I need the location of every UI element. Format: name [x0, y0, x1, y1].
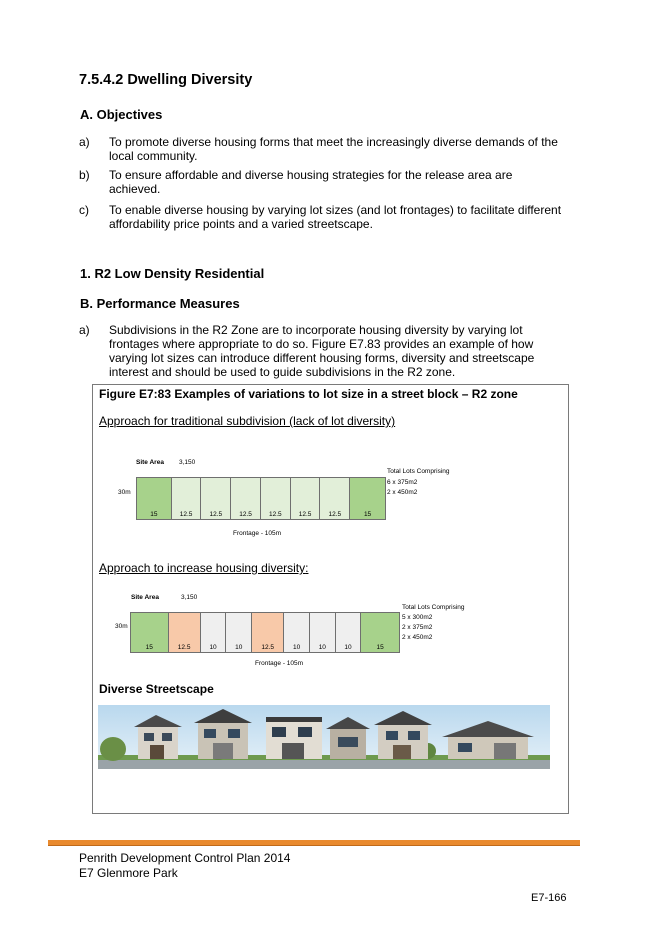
site-area-label: Site Area	[136, 459, 164, 466]
traditional-diagram	[93, 455, 570, 545]
item-label: a)	[79, 135, 90, 149]
lot-frontage-label: 15	[376, 644, 384, 651]
lot-row	[136, 477, 386, 520]
lot-cell	[136, 477, 172, 520]
site-area-value: 3,150	[179, 459, 196, 466]
lot-frontage-label: 12.5	[179, 511, 193, 518]
zone-heading: 1. R2 Low Density Residential	[80, 266, 265, 281]
item-label: b)	[79, 168, 90, 182]
lot-row	[130, 612, 400, 653]
lot-frontage-label: 12.5	[298, 511, 312, 518]
site-area-label: Site Area	[131, 594, 159, 601]
lot-frontage-label: 10	[344, 644, 352, 651]
lot-cell	[361, 612, 400, 653]
item-label: c)	[79, 203, 89, 217]
total-lots-line: 2 x 450m2	[387, 489, 418, 496]
figure-box	[92, 384, 569, 814]
lot-cell	[172, 477, 202, 520]
footer-area-name: E7 Glenmore Park	[79, 866, 178, 880]
lot-frontage-label: 10	[318, 644, 326, 651]
lot-frontage-label: 15	[145, 644, 153, 651]
objective-item-c: c) To enable diverse housing by varying lot sizes (and lot frontages) to facilitate different affordability price points and a varied streetscape.	[79, 203, 562, 231]
lot-cell	[201, 612, 227, 653]
lot-frontage-label: 10	[235, 644, 243, 651]
total-lots-line: 6 x 375m2	[387, 479, 418, 486]
depth-label: 30m	[118, 489, 131, 496]
total-lots-line: 5 x 300m2	[402, 614, 433, 621]
lot-frontage-label: 15	[150, 511, 158, 518]
objectives-heading: A. Objectives	[80, 107, 163, 122]
depth-label: 30m	[115, 623, 128, 630]
lot-frontage-label: 10	[292, 644, 301, 651]
lot-cell	[231, 477, 261, 520]
lot-frontage-label: 12.5	[269, 511, 282, 518]
figure-title: Figure E7:83 Examples of variations to lot size in a street block – R2 zone	[99, 387, 518, 401]
lot-frontage-label: 12.5	[177, 644, 191, 651]
lot-cell	[226, 612, 252, 653]
streetscape-illustration	[98, 705, 550, 769]
lot-frontage-label: 15	[363, 511, 372, 518]
objective-item-b: b) To ensure affordable and diverse housing strategies for the release area are achieved.	[79, 168, 513, 196]
lot-cell	[201, 477, 231, 520]
streetscape-title: Diverse Streetscape	[99, 682, 214, 696]
lot-cell	[130, 612, 169, 653]
lot-frontage-label: 12.5	[239, 511, 252, 518]
performance-heading: B. Performance Measures	[80, 296, 240, 311]
total-lots-title: Total Lots Comprising	[402, 604, 465, 611]
item-label: a)	[79, 323, 90, 337]
lot-cell	[252, 612, 284, 653]
frontage-label: Frontage - 105m	[255, 660, 304, 667]
objective-item-a: a) To promote diverse housing forms that meet the increasingly diverse demands of the local community.	[79, 135, 558, 163]
lot-cell	[291, 477, 321, 520]
lot-cell	[284, 612, 310, 653]
lot-frontage-label: 10	[209, 644, 217, 651]
footer-plan-name: Penrith Development Control Plan 2014	[79, 851, 291, 865]
lot-frontage-label: 12.5	[209, 511, 223, 518]
lot-cell	[261, 477, 291, 520]
section-heading: 7.5.4.2 Dwelling Diversity	[79, 72, 253, 88]
lot-frontage-label: 12.5	[261, 644, 274, 651]
footer-divider-shadow	[48, 845, 580, 846]
lot-cell	[169, 612, 201, 653]
lot-frontage-label: 12.5	[328, 511, 342, 518]
lot-cell	[336, 612, 362, 653]
lot-cell	[310, 612, 336, 653]
total-lots-line: 2 x 450m2	[402, 634, 433, 641]
lot-cell	[350, 477, 386, 520]
diverse-diagram	[93, 591, 570, 677]
frontage-label: Frontage - 105m	[233, 530, 282, 537]
page-number: E7-166	[531, 892, 567, 904]
total-lots-line: 2 x 375m2	[402, 624, 433, 631]
performance-item-a: a) Subdivisions in the R2 Zone are to incorporate housing diversity by varying lot frontages where appropriate to do so. Figure E7.83 provides an example of how varying lot sizes can introduce different housing forms, diversity and streetscape interest and should be used to guide subdivisions in the R2 zone.	[79, 323, 535, 379]
site-area-value: 3,150	[181, 594, 198, 601]
traditional-caption: Approach for traditional subdivision (lack of lot diversity)	[99, 414, 396, 428]
total-lots-title: Total Lots Comprising	[387, 468, 450, 475]
diversity-caption: Approach to increase housing diversity:	[99, 561, 309, 575]
lot-cell	[320, 477, 350, 520]
